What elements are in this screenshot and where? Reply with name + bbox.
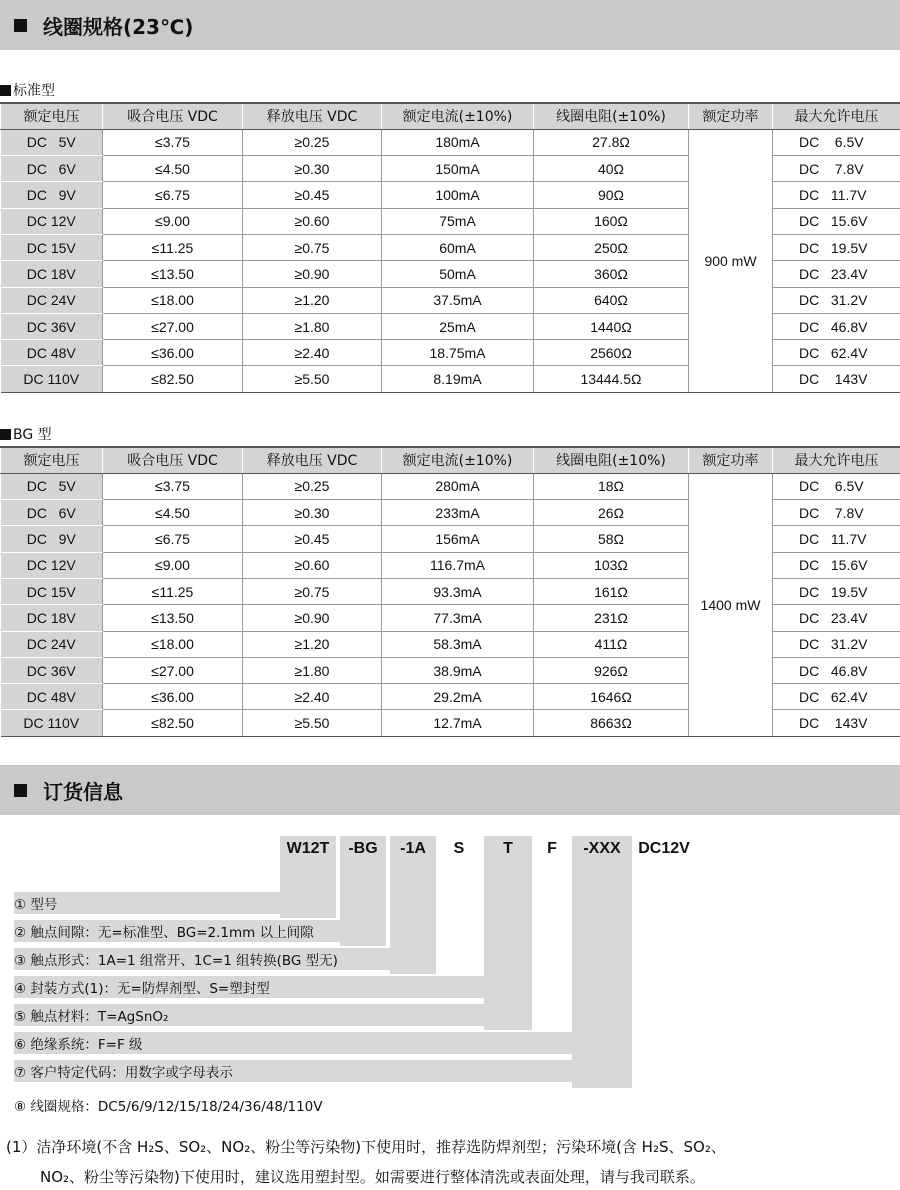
- max-voltage-cell: DC 7.8V: [773, 500, 900, 526]
- rated-voltage-cell: DC 15V: [1, 234, 103, 260]
- coil-resistance-cell: 90Ω: [534, 182, 689, 208]
- col-header: 额定电流(±10%): [382, 103, 534, 129]
- release-voltage-cell: ≥1.80: [243, 657, 382, 683]
- table-header-row: [1, 447, 900, 473]
- col-header: 最大允许电压: [773, 447, 900, 473]
- rated-voltage-cell: DC 48V: [1, 684, 103, 710]
- max-voltage-cell: DC 11.7V: [773, 526, 900, 552]
- coil-resistance-cell: 18Ω: [534, 473, 689, 499]
- max-voltage-cell: DC 46.8V: [773, 657, 900, 683]
- square-bullet-icon: [0, 429, 11, 440]
- coil-resistance-cell: 26Ω: [534, 500, 689, 526]
- pickup-voltage-cell: ≤27.00: [103, 313, 243, 339]
- rated-current-cell: 8.19mA: [382, 366, 534, 392]
- coil-resistance-cell: 13444.5Ω: [534, 366, 689, 392]
- max-voltage-cell: DC 23.4V: [773, 605, 900, 631]
- square-bullet-icon: [14, 784, 27, 797]
- release-voltage-cell: ≥1.80: [243, 313, 382, 339]
- release-voltage-cell: ≥1.20: [243, 631, 382, 657]
- max-voltage-cell: DC 31.2V: [773, 287, 900, 313]
- pickup-voltage-cell: ≤9.00: [103, 208, 243, 234]
- pickup-voltage-cell: ≤82.50: [103, 366, 243, 392]
- rated-voltage-cell: DC 12V: [1, 208, 103, 234]
- order-code-material: T: [503, 840, 513, 857]
- rated-power-cell: 1400 mW: [689, 473, 773, 736]
- rated-current-cell: 50mA: [382, 261, 534, 287]
- release-voltage-cell: ≥0.75: [243, 234, 382, 260]
- order-info-section-header: [0, 765, 900, 815]
- pickup-voltage-cell: ≤6.75: [103, 182, 243, 208]
- pickup-voltage-cell: ≤6.75: [103, 526, 243, 552]
- max-voltage-cell: DC 62.4V: [773, 684, 900, 710]
- order-code-gap: -BG: [348, 840, 378, 857]
- rated-voltage-cell: DC 12V: [1, 552, 103, 578]
- rated-current-cell: 100mA: [382, 182, 534, 208]
- max-voltage-cell: DC 6.5V: [773, 129, 900, 155]
- code-connector-bar: [572, 836, 632, 1088]
- release-voltage-cell: ≥0.90: [243, 261, 382, 287]
- footnote-line-1: (1）洁净环境(不含 H₂S、SO₂、NO₂、粉尘等污染物)下使用时，推荐选防焊剂型；污染环境(含 H₂S、SO₂、: [6, 1138, 726, 1156]
- table-row: [1, 473, 900, 499]
- coil-resistance-cell: 231Ω: [534, 605, 689, 631]
- release-voltage-cell: ≥0.30: [243, 500, 382, 526]
- legend-item-5: ⑤ 触点材料：T=AgSnO₂: [14, 1004, 532, 1026]
- standard-spec-table: [0, 102, 900, 393]
- pickup-voltage-cell: ≤3.75: [103, 473, 243, 499]
- coil-resistance-cell: 160Ω: [534, 208, 689, 234]
- col-header: 线圈电阻(±10%): [534, 447, 689, 473]
- rated-current-cell: 29.2mA: [382, 684, 534, 710]
- rated-voltage-cell: DC 18V: [1, 261, 103, 287]
- coil-resistance-cell: 250Ω: [534, 234, 689, 260]
- col-header: 额定电压: [1, 447, 103, 473]
- rated-current-cell: 75mA: [382, 208, 534, 234]
- rated-current-cell: 25mA: [382, 313, 534, 339]
- rated-current-cell: 60mA: [382, 234, 534, 260]
- rated-current-cell: 116.7mA: [382, 552, 534, 578]
- rated-voltage-cell: DC 36V: [1, 313, 103, 339]
- pickup-voltage-cell: ≤3.75: [103, 129, 243, 155]
- rated-current-cell: 18.75mA: [382, 340, 534, 366]
- pickup-voltage-cell: ≤82.50: [103, 710, 243, 736]
- rated-current-cell: 58.3mA: [382, 631, 534, 657]
- col-header: 额定功率: [689, 103, 773, 129]
- release-voltage-cell: ≥0.25: [243, 473, 382, 499]
- rated-voltage-cell: DC 5V: [1, 129, 103, 155]
- release-voltage-cell: ≥0.45: [243, 182, 382, 208]
- coil-resistance-cell: 1646Ω: [534, 684, 689, 710]
- legend-item-3: ③ 触点形式：1A=1 组常开、1C=1 组转换(BG 型无): [14, 948, 436, 970]
- pickup-voltage-cell: ≤4.50: [103, 156, 243, 182]
- pickup-voltage-cell: ≤27.00: [103, 657, 243, 683]
- rated-current-cell: 93.3mA: [382, 578, 534, 604]
- coil-resistance-cell: 1440Ω: [534, 313, 689, 339]
- rated-voltage-cell: DC 15V: [1, 578, 103, 604]
- rated-current-cell: 150mA: [382, 156, 534, 182]
- rated-voltage-cell: DC 9V: [1, 526, 103, 552]
- release-voltage-cell: ≥0.30: [243, 156, 382, 182]
- coil-resistance-cell: 58Ω: [534, 526, 689, 552]
- standard-type-label: 标准型: [0, 80, 55, 100]
- coil-resistance-cell: 103Ω: [534, 552, 689, 578]
- col-header: 吸合电压 VDC: [103, 447, 243, 473]
- rated-voltage-cell: DC 6V: [1, 500, 103, 526]
- square-bullet-icon: [14, 19, 27, 32]
- coil-resistance-cell: 27.8Ω: [534, 129, 689, 155]
- rated-voltage-cell: DC 9V: [1, 182, 103, 208]
- release-voltage-cell: ≥0.90: [243, 605, 382, 631]
- max-voltage-cell: DC 19.5V: [773, 234, 900, 260]
- square-bullet-icon: [0, 85, 11, 96]
- release-voltage-cell: ≥0.60: [243, 208, 382, 234]
- rated-voltage-cell: DC 110V: [1, 366, 103, 392]
- rated-current-cell: 156mA: [382, 526, 534, 552]
- col-header: 吸合电压 VDC: [103, 103, 243, 129]
- rated-current-cell: 38.9mA: [382, 657, 534, 683]
- bg-type-label: BG 型: [0, 424, 52, 444]
- release-voltage-cell: ≥5.50: [243, 710, 382, 736]
- release-voltage-cell: ≥0.45: [243, 526, 382, 552]
- max-voltage-cell: DC 15.6V: [773, 552, 900, 578]
- rated-voltage-cell: DC 110V: [1, 710, 103, 736]
- pickup-voltage-cell: ≤9.00: [103, 552, 243, 578]
- max-voltage-cell: DC 6.5V: [773, 473, 900, 499]
- section-title: 订货信息: [43, 779, 123, 804]
- rated-power-cell: 900 mW: [689, 129, 773, 392]
- legend-item-2: ② 触点间隙：无=标准型、BG=2.1mm 以上间隙: [14, 920, 386, 942]
- pickup-voltage-cell: ≤36.00: [103, 340, 243, 366]
- max-voltage-cell: DC 23.4V: [773, 261, 900, 287]
- section-title: 线圈规格(23℃): [43, 14, 194, 39]
- max-voltage-cell: DC 46.8V: [773, 313, 900, 339]
- col-header: 额定功率: [689, 447, 773, 473]
- coil-resistance-cell: 161Ω: [534, 578, 689, 604]
- rated-voltage-cell: DC 48V: [1, 340, 103, 366]
- pickup-voltage-cell: ≤11.25: [103, 234, 243, 260]
- rated-voltage-cell: DC 6V: [1, 156, 103, 182]
- rated-voltage-cell: DC 5V: [1, 473, 103, 499]
- legend-item-1: ① 型号: [14, 892, 336, 914]
- rated-current-cell: 280mA: [382, 473, 534, 499]
- rated-voltage-cell: DC 24V: [1, 287, 103, 313]
- bg-spec-table: [0, 446, 900, 737]
- code-connector-bar: [484, 836, 532, 1030]
- col-header: 线圈电阻(±10%): [534, 103, 689, 129]
- coil-resistance-cell: 8663Ω: [534, 710, 689, 736]
- order-code-model: W12T: [286, 840, 330, 857]
- pickup-voltage-cell: ≤18.00: [103, 287, 243, 313]
- rated-voltage-cell: DC 24V: [1, 631, 103, 657]
- col-header: 额定电压: [1, 103, 103, 129]
- col-header: 释放电压 VDC: [243, 103, 382, 129]
- release-voltage-cell: ≥1.20: [243, 287, 382, 313]
- max-voltage-cell: DC 62.4V: [773, 340, 900, 366]
- legend-item-6: ⑥ 绝缘系统：F=F 级: [14, 1032, 572, 1054]
- rated-current-cell: 233mA: [382, 500, 534, 526]
- table-header-row: [1, 103, 900, 129]
- max-voltage-cell: DC 143V: [773, 710, 900, 736]
- table-row: [1, 129, 900, 155]
- coil-resistance-cell: 640Ω: [534, 287, 689, 313]
- coil-spec-section-header: [0, 0, 900, 50]
- order-code-contact-form: -1A: [400, 840, 426, 857]
- col-header: 最大允许电压: [773, 103, 900, 129]
- pickup-voltage-cell: ≤13.50: [103, 605, 243, 631]
- pickup-voltage-cell: ≤11.25: [103, 578, 243, 604]
- legend-item-8: ⑧ 线圈规格：DC5/6/9/12/15/18/24/36/48/110V: [14, 1099, 323, 1115]
- footnote-line-2: NO₂、粉尘等污染物)下使用时，建议选用塑封型。如需要进行整体清洗或表面处理，请与我司联系。: [40, 1168, 705, 1186]
- order-code-customer: -XXX: [583, 840, 621, 857]
- pickup-voltage-cell: ≤18.00: [103, 631, 243, 657]
- rated-current-cell: 37.5mA: [382, 287, 534, 313]
- release-voltage-cell: ≥0.25: [243, 129, 382, 155]
- coil-resistance-cell: 926Ω: [534, 657, 689, 683]
- rated-current-cell: 77.3mA: [382, 605, 534, 631]
- max-voltage-cell: DC 15.6V: [773, 208, 900, 234]
- legend-item-7: ⑦ 客户特定代码：用数字或字母表示: [14, 1060, 632, 1082]
- max-voltage-cell: DC 7.8V: [773, 156, 900, 182]
- legend-item-4: ④ 封装方式(1)：无=防焊剂型、S=塑封型: [14, 976, 484, 998]
- release-voltage-cell: ≥5.50: [243, 366, 382, 392]
- coil-resistance-cell: 411Ω: [534, 631, 689, 657]
- rated-current-cell: 180mA: [382, 129, 534, 155]
- order-code-insulation: F: [547, 840, 557, 857]
- col-header: 释放电压 VDC: [243, 447, 382, 473]
- pickup-voltage-cell: ≤36.00: [103, 684, 243, 710]
- release-voltage-cell: ≥2.40: [243, 340, 382, 366]
- order-code-coil-voltage: DC12V: [638, 840, 690, 857]
- pickup-voltage-cell: ≤4.50: [103, 500, 243, 526]
- max-voltage-cell: DC 143V: [773, 366, 900, 392]
- release-voltage-cell: ≥0.60: [243, 552, 382, 578]
- release-voltage-cell: ≥2.40: [243, 684, 382, 710]
- rated-current-cell: 12.7mA: [382, 710, 534, 736]
- coil-resistance-cell: 40Ω: [534, 156, 689, 182]
- release-voltage-cell: ≥0.75: [243, 578, 382, 604]
- max-voltage-cell: DC 19.5V: [773, 578, 900, 604]
- coil-resistance-cell: 360Ω: [534, 261, 689, 287]
- order-code-package: S: [453, 840, 465, 857]
- pickup-voltage-cell: ≤13.50: [103, 261, 243, 287]
- max-voltage-cell: DC 31.2V: [773, 631, 900, 657]
- rated-voltage-cell: DC 18V: [1, 605, 103, 631]
- rated-voltage-cell: DC 36V: [1, 657, 103, 683]
- coil-resistance-cell: 2560Ω: [534, 340, 689, 366]
- col-header: 额定电流(±10%): [382, 447, 534, 473]
- max-voltage-cell: DC 11.7V: [773, 182, 900, 208]
